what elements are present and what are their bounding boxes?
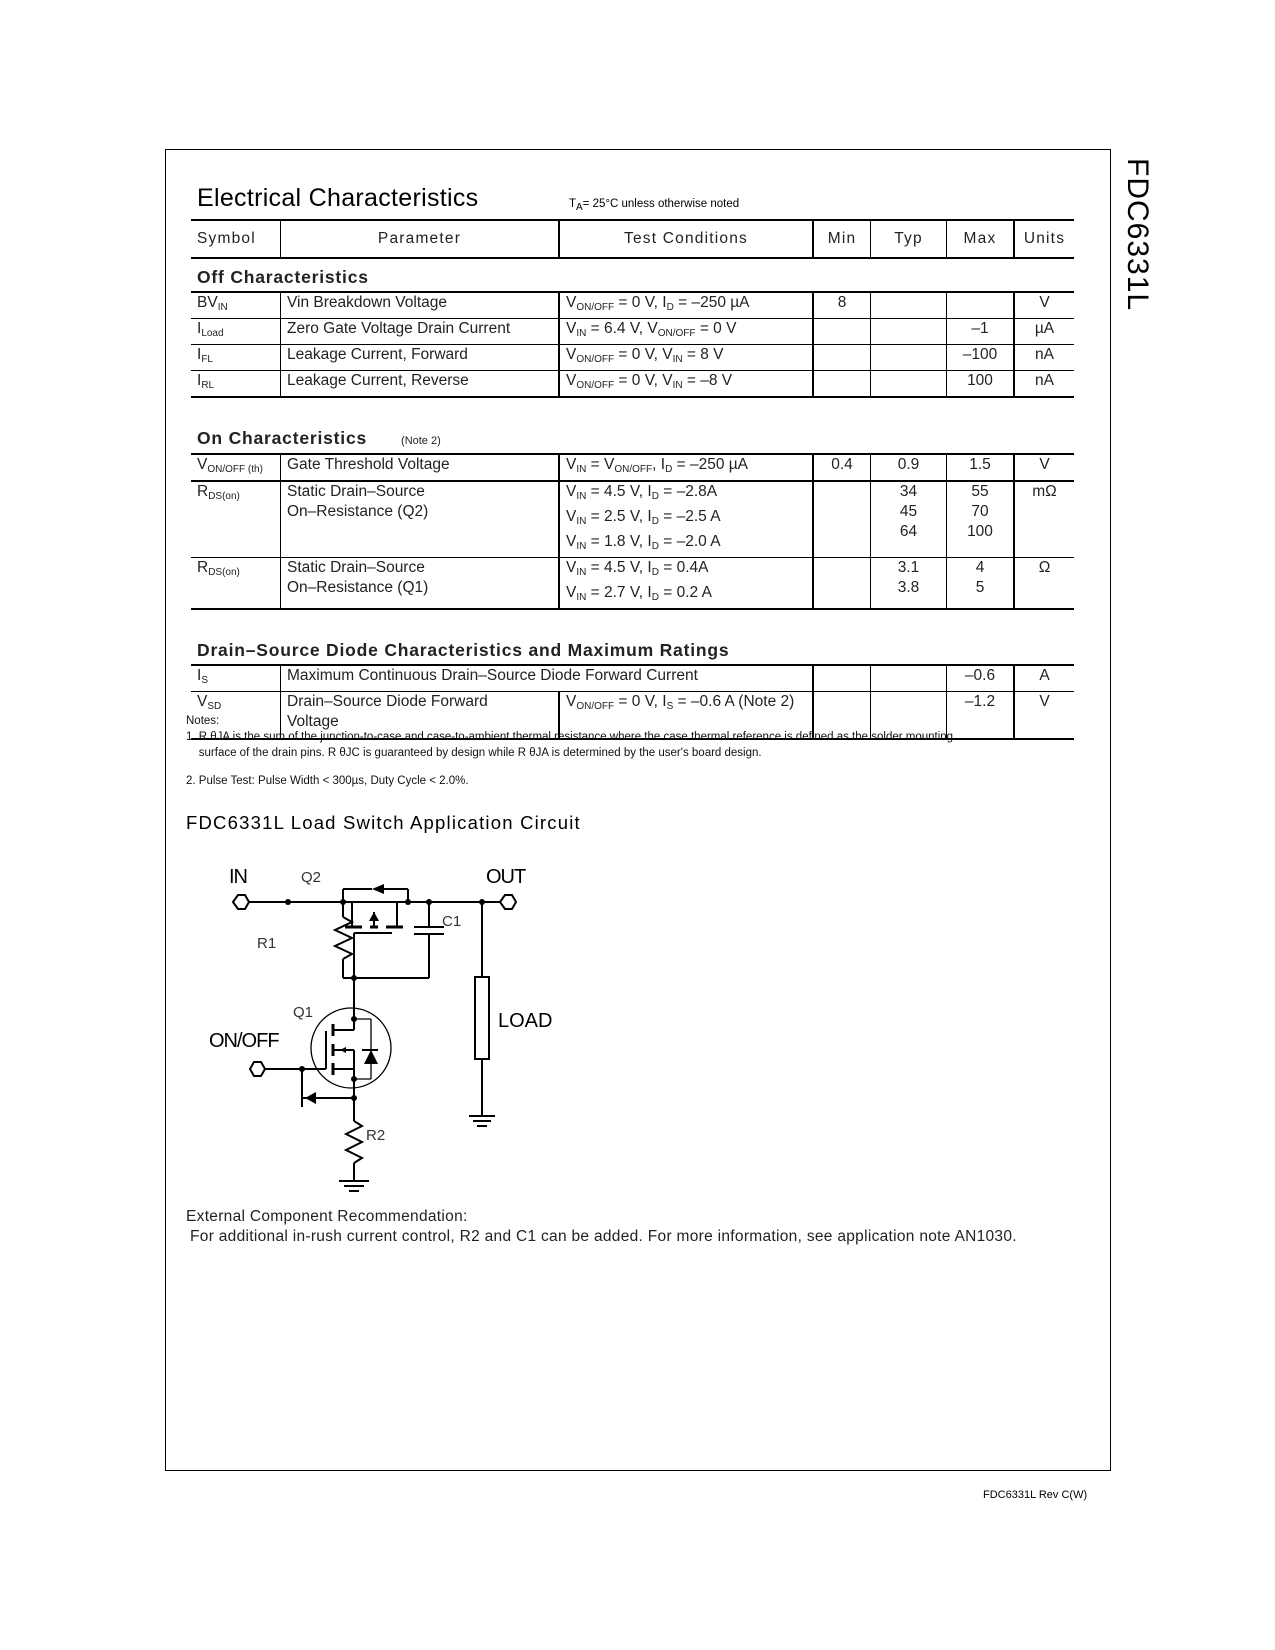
table-row	[191, 454, 1074, 481]
min-cell	[813, 481, 871, 558]
typ-cell: 34 45 64	[871, 481, 947, 558]
notes-heading: Notes:	[186, 715, 220, 727]
conditions-cell: $V_{ON/OFF} = 0$ V, $I_S = -0.6$ A (Note 2)	[559, 692, 813, 739]
parameter-cell: Maximum Continuous Drain–Source Diode Forward Current	[281, 665, 814, 692]
col-parameter: Parameter	[281, 220, 560, 258]
units-cell: nA	[1014, 371, 1074, 398]
recommendation-text: For additional in-rush current control, R2 and C1 can be added. For more information, see application note AN1030.	[190, 1228, 1017, 1245]
ambient-condition-note: $T_A= 25^\circ C$ unless otherwise noted	[569, 198, 740, 213]
section-heading: Off Characteristics	[197, 267, 369, 287]
table-row	[191, 345, 1074, 371]
parameter-cell: Leakage Current, Reverse	[281, 371, 560, 398]
out-label: OUT	[486, 866, 526, 888]
parameter-cell: Static Drain–Source On–Resistance (Q1)	[281, 558, 560, 610]
in-label: IN	[229, 866, 247, 888]
symbol-cell: $I_{RL}$	[197, 372, 215, 391]
max-cell: 55 70 100	[947, 481, 1015, 558]
symbol-cell: $BV_{IN}$	[197, 294, 228, 313]
parameter-cell: Static Drain–Source On–Resistance (Q2)	[281, 481, 560, 558]
c1-label: C1	[442, 913, 462, 930]
note-1-line-1: 1. R θJA is the sum of the junction-to-case and case-to-ambient thermal resistance where the case thermal reference is defined as the solder mounting	[186, 731, 954, 743]
table-row	[191, 371, 1074, 398]
table-row	[191, 558, 1074, 610]
section-header-row	[191, 609, 1074, 665]
recommendation-heading: External Component Recommendation:	[186, 1208, 468, 1225]
typ-cell: 3.1 3.8	[871, 558, 947, 610]
q2-arrow-icon	[369, 912, 379, 921]
min-cell	[813, 665, 871, 692]
col-max: Max	[947, 220, 1015, 258]
notes-block	[186, 713, 953, 789]
symbol-cell: $I_{FL}$	[197, 346, 213, 365]
typ-cell	[871, 371, 947, 398]
q1-mosfet-icon	[311, 1008, 391, 1088]
min-cell: 8	[813, 292, 871, 319]
r1-label: R1	[257, 935, 277, 952]
conditions-cell: $V_{IN} = 4.5$ V, $I_D = 0.4A$ $V_{IN} = 2.7$ V, $I_D = 0.2$ A	[559, 558, 813, 610]
max-cell	[947, 292, 1015, 319]
conditions-cell: $V_{ON/OFF} = 0$ V, $V_{IN} = 8$ V	[559, 345, 813, 371]
symbol-cell: $V_{ON/OFF (th)}$	[197, 456, 263, 475]
units-cell: nA	[1014, 345, 1074, 371]
footer-revision: FDC6331L Rev C(W)	[983, 1489, 1088, 1501]
min-cell	[813, 319, 871, 345]
section-header-row	[191, 258, 1074, 292]
max-cell: 1.5	[947, 454, 1015, 481]
parameter-cell: Drain–Source Diode Forward Voltage	[281, 692, 560, 739]
symbol-cell: $V_{SD}$	[197, 693, 222, 712]
conditions-cell: $V_{IN} = V_{ON/OFF}$, $I_D = -250$ µA	[559, 454, 813, 481]
in-terminal-icon	[233, 895, 249, 909]
col-test-conditions: Test Conditions	[559, 220, 813, 258]
table-row	[191, 665, 1074, 692]
units-cell: µA	[1014, 319, 1074, 345]
section-header-row	[191, 397, 1074, 454]
max-cell: 4 5	[947, 558, 1015, 610]
conditions-cell: $V_{IN} = 6.4$ V, $V_{ON/OFF} = 0$ V	[559, 319, 813, 345]
circuit-title: FDC6331L Load Switch Application Circuit	[186, 812, 581, 833]
min-cell	[813, 345, 871, 371]
on-off-terminal-icon	[250, 1062, 265, 1076]
units-cell: A	[1014, 665, 1074, 692]
symbol-cell: $I_S$	[197, 667, 208, 686]
typ-cell	[871, 319, 947, 345]
table-row	[191, 292, 1074, 319]
col-min: Min	[813, 220, 871, 258]
units-cell: V	[1014, 292, 1074, 319]
electrical-characteristics-table	[191, 219, 1074, 740]
conditions-cell: $V_{ON/OFF} = 0$ V, $I_D = -250$ µA	[559, 292, 813, 319]
typ-cell	[871, 345, 947, 371]
r1-resistor-icon	[335, 917, 352, 959]
conditions-cell: $V_{IN} = 4.5$ V, $I_D = -2.8A$ $V_{IN} = 2.5$ V, $I_D = -2.5$ A $V_{IN} = 1.8$ V, $I_D = -2.0$ A	[559, 481, 813, 558]
col-symbol: Symbol	[197, 230, 256, 247]
on-off-label: ON/OFF	[209, 1030, 279, 1052]
side-part-number: FDC6331L	[1121, 158, 1154, 312]
section-title: Electrical Characteristics	[197, 184, 479, 212]
section-note: (Note 2)	[401, 435, 441, 447]
note-2: 2. Pulse Test: Pulse Width < 300µs, Duty Cycle < 2.0%.	[186, 775, 469, 787]
zener-diode-icon	[305, 1092, 316, 1104]
col-typ: Typ	[871, 220, 947, 258]
min-cell	[813, 371, 871, 398]
col-units: Units	[1014, 220, 1074, 258]
max-cell: –0.6	[947, 665, 1015, 692]
min-cell: 0.4	[813, 454, 871, 481]
q2-label: Q2	[301, 869, 322, 886]
table-row	[191, 319, 1074, 345]
r2-resistor-icon	[346, 1121, 362, 1163]
units-cell: V	[1014, 692, 1074, 739]
max-cell: 100	[947, 371, 1015, 398]
symbol-cell: $I_{Load}$	[197, 320, 224, 339]
section-heading: On Characteristics	[197, 428, 368, 448]
symbol-cell: $R_{DS(on)}$	[197, 483, 240, 502]
max-cell: –1.2	[947, 692, 1015, 739]
parameter-cell: Zero Gate Voltage Drain Current	[281, 319, 560, 345]
out-terminal-icon	[500, 895, 516, 909]
typ-cell	[871, 665, 947, 692]
parameter-cell: Vin Breakdown Voltage	[281, 292, 560, 319]
max-cell: –100	[947, 345, 1015, 371]
parameter-cell: Leakage Current, Forward	[281, 345, 560, 371]
units-cell: Ω	[1014, 558, 1074, 610]
symbol-cell: $R_{DS(on)}$	[197, 559, 240, 578]
load-resistor-icon	[475, 977, 489, 1059]
q1-body-diode-icon	[364, 1050, 378, 1064]
parameter-cell: Gate Threshold Voltage	[281, 454, 560, 481]
r2-label: R2	[366, 1127, 386, 1144]
units-cell: mΩ	[1014, 481, 1074, 558]
q1-label: Q1	[293, 1004, 314, 1021]
conditions-cell: $V_{ON/OFF} = 0$ V, $V_{IN} = -8$ V	[559, 371, 813, 398]
section-heading: Drain–Source Diode Characteristics and Maximum Ratings	[197, 640, 730, 660]
typ-cell	[871, 292, 947, 319]
load-label: LOAD	[498, 1010, 553, 1032]
table-row	[191, 481, 1074, 558]
note-1-line-2: surface of the drain pins. R θJC is guaranteed by design while R θJA is determined by the user's board design.	[186, 747, 762, 759]
min-cell	[813, 558, 871, 610]
max-cell: –1	[947, 319, 1015, 345]
q2-body-diode-icon	[372, 884, 384, 894]
units-cell: V	[1014, 454, 1074, 481]
typ-cell: 0.9	[871, 454, 947, 481]
